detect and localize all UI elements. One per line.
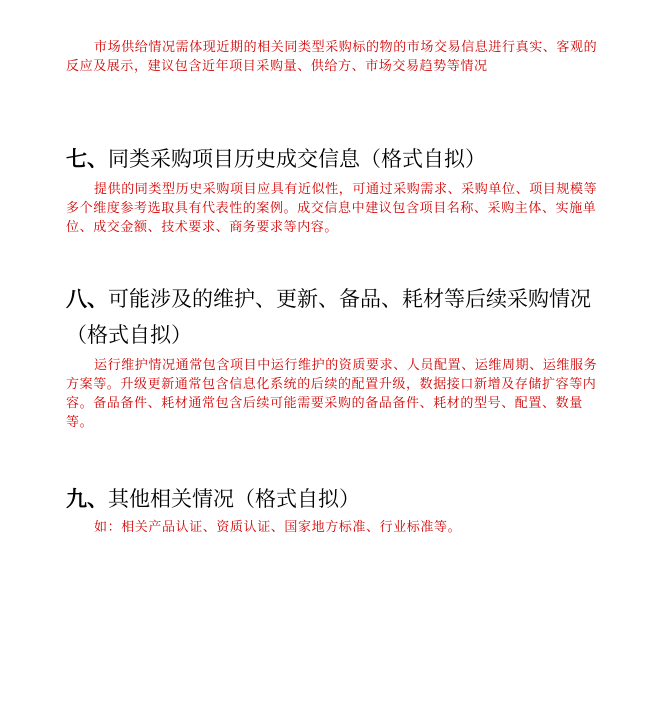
section-7-heading [66,141,626,177]
section-9-heading [66,481,626,517]
section-7-guidance: 提供的同类型历史采购项目应具有近似性，可通过采购需求、采购单位、项目规模等多个维度参考选取具有代表性的案例。成交信息中建议包含项目名称、采购主体、实施单位、成交金额、技术要求、商务要求等内容。 [66,182,598,235]
section-9-number: 九、 [66,487,108,511]
section-8-number: 八、 [66,287,108,311]
section-7-title: 同类采购项目历史成交信息（格式自拟） [108,147,486,171]
market-supply-guidance: 市场供给情况需体现近期的相关同类型采购标的物的市场交易信息进行真实、客观的反应及展示，建议包含近年项目采购量、供给方、市场交易趋势等情况 [66,40,598,74]
section-8-guidance: 运行维护情况通常包含项目中运行维护的资质要求、人员配置、运维周期、运维服务方案等。升级更新通常包含信息化系统的后续的配置升级，数据接口新增及存储扩容等内容。备品备件、耗材通常包含后续可能需要采购的备品备件、耗材的型号、配置、数量等。 [66,358,598,430]
section-8-heading [66,281,616,353]
section-9-title: 其他相关情况（格式自拟） [108,487,360,511]
section-9-guidance: 如：相关产品认证、资质认证、国家地方标准、行业标准等。 [94,520,462,535]
section-7-number: 七、 [66,147,108,171]
section-8-title: 可能涉及的维护、更新、备品、耗材等后续采购情况（格式自拟） [66,287,591,347]
